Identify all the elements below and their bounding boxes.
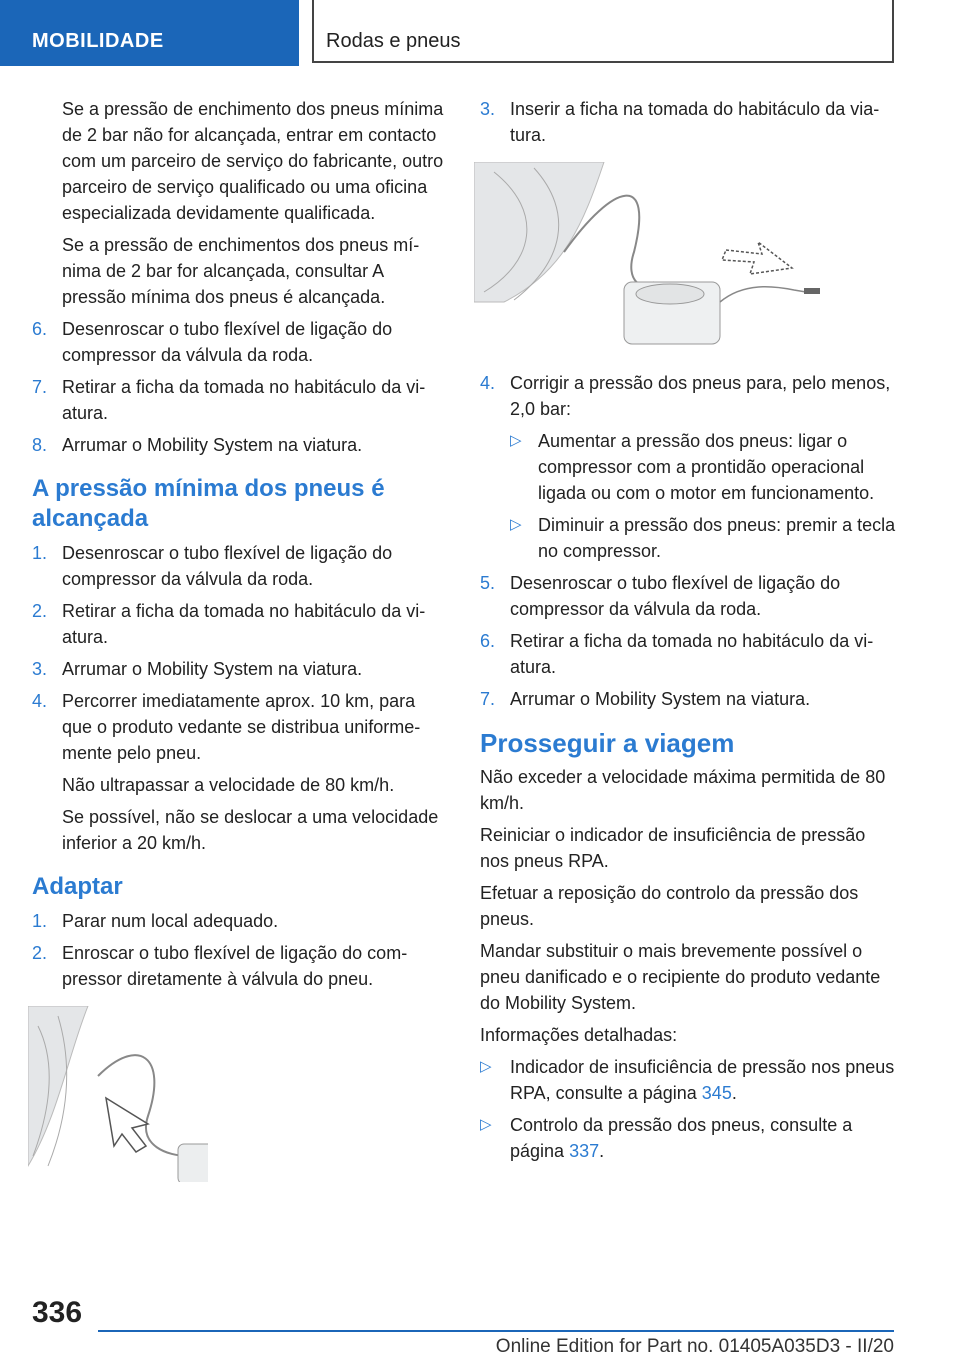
list-item [32,598,448,650]
list-item [32,432,448,458]
step-number: 1. [32,911,48,931]
step-number: 6. [480,631,496,651]
reference-text: Controlo da pressão dos pneus, consulte a página [510,1115,853,1161]
step-text: Parar num local adequado. [62,911,279,931]
list-item [480,96,896,148]
step-number: 4. [480,373,496,393]
step-text: Retirar a ficha da tomada no habitáculo da viatura. [62,377,426,423]
triangle-bullet-icon: ▷ [480,1116,492,1133]
step-text: Corrigir a pressão dos pneus para, pelo menos, 2,0 bar: [510,373,891,419]
list-item [32,540,448,592]
list-item [480,628,896,680]
section-heading: Adaptar [32,873,123,900]
step-text: Desenroscar o tubo flexível de ligação do compressor da válvula da roda. [510,573,841,619]
paragraph: Reiniciar o indicador de insuficiência de pressão nos pneus RPA. [480,825,866,871]
triangle-bullet-icon: ▷ [510,432,522,449]
step-text: Desenroscar o tubo flexível de ligação do compressor da válvula da roda. [62,319,393,365]
sub-item-text: Diminuir a pressão dos pneus: premir a tecla no compressor. [538,515,896,561]
step-text: Retirar a ficha da tomada no habitáculo da viatura. [510,631,874,677]
list-item [480,570,896,622]
page-link-345[interactable]: 345 [701,1083,732,1103]
sub-item-text: Aumentar a pressão dos pneus: ligar o compressor com a prontidão operacional ligada ou com o motor em funcionamento. [538,431,875,503]
step-number: 6. [32,319,48,339]
step-number: 5. [480,573,496,593]
step-number: 8. [32,435,48,455]
list-item [32,940,448,992]
triangle-bullet-icon: ▷ [480,1058,492,1075]
sub-list-item [480,512,896,564]
page-number: 336 [32,1296,83,1329]
step-text: Arrumar o Mobility System na viatura. [62,659,363,679]
list-item [32,656,448,682]
paragraph: Mandar substituir o mais brevemente possível o pneu danificado e o recipiente do produto vedante do Mobility System. [480,941,881,1013]
header-section-tab [0,0,299,66]
footer-divider [98,1330,894,1332]
paragraph: Efetuar a reposição do controlo da pressão dos pneus. [480,883,859,929]
left-column [32,96,448,1196]
reference-item: ▷ Indicador de insuficiência de pressão nos pneus RPA, consulte a página 345. [480,1054,896,1106]
paragraph: Se a pressão de enchimento dos pneus mínima de 2 bar não for alcançada, entrar em contacto com um parceiro de serviço do fabricante, outro parceiro de serviço qualificado ou uma oficina especializada devidamente qualificada. [62,99,444,223]
step-number: 3. [32,659,48,679]
step-number: 2. [32,943,48,963]
step-text: Enroscar o tubo flexível de ligação do compressor diretamente à válvula do pneu. [62,943,408,989]
step-number: 2. [32,601,48,621]
section-heading: Prosseguir a viagem [480,728,735,758]
paragraph: Se a pressão de enchimentos dos pneus mínima de 2 bar for alcançada, consultar A pressão mínima dos pneus é alcançada. [62,235,420,307]
illustration-compressor-valve [28,1006,208,1182]
illustration-compressor-plug [474,162,890,356]
step-text: Percorrer imediatamente aprox. 10 km, para que o produto vedante se distribua uniformemente pelo pneu. [62,691,421,763]
step-text: Retirar a ficha da tomada no habitáculo da viatura. [62,601,426,647]
reference-text: Indicador de insuficiência de pressão nos pneus RPA, consulte a página [510,1057,895,1103]
header-topic-tab [312,0,894,63]
step-text: Desenroscar o tubo flexível de ligação do compressor da válvula da roda. [62,543,393,589]
step-text: Inserir a ficha na tomada do habitáculo da viatura. [510,99,880,145]
step-number: 7. [32,377,48,397]
step-number: 4. [32,691,48,711]
paragraph: Não ultrapassar a velocidade de 80 km/h. [62,775,395,795]
header-topic-label: Rodas e pneus [326,30,461,52]
step-text: Arrumar o Mobility System na viatura. [62,435,363,455]
right-column [480,96,896,1170]
list-item [32,908,448,934]
list-item [480,370,896,422]
triangle-bullet-icon: ▷ [510,516,522,533]
step-number: 3. [480,99,496,119]
paragraph: Se possível, não se deslocar a uma velocidade inferior a 20 km/h. [62,807,439,853]
page-link-337[interactable]: 337 [569,1141,600,1161]
footer-edition: Online Edition for Part no. 01405A035D3 - II/20 [495,1336,894,1357]
step-text: Arrumar o Mobility System na viatura. [510,689,811,709]
list-item [32,316,448,368]
header-section-label: MOBILIDADE [32,30,164,52]
list-item [32,374,448,426]
section-heading: A pressão mínima dos pneus é alcançada [32,475,385,532]
step-number: 1. [32,543,48,563]
sub-list-item [480,428,896,506]
paragraph: Não exceder a velocidade máxima permitida de 80 km/h. [480,767,886,813]
paragraph: Informações detalhadas: [480,1025,678,1045]
reference-item: ▷ Controlo da pressão dos pneus, consulte a página 337. [480,1112,896,1164]
step-number: 7. [480,689,496,709]
list-item [32,688,448,766]
list-item [480,686,896,712]
